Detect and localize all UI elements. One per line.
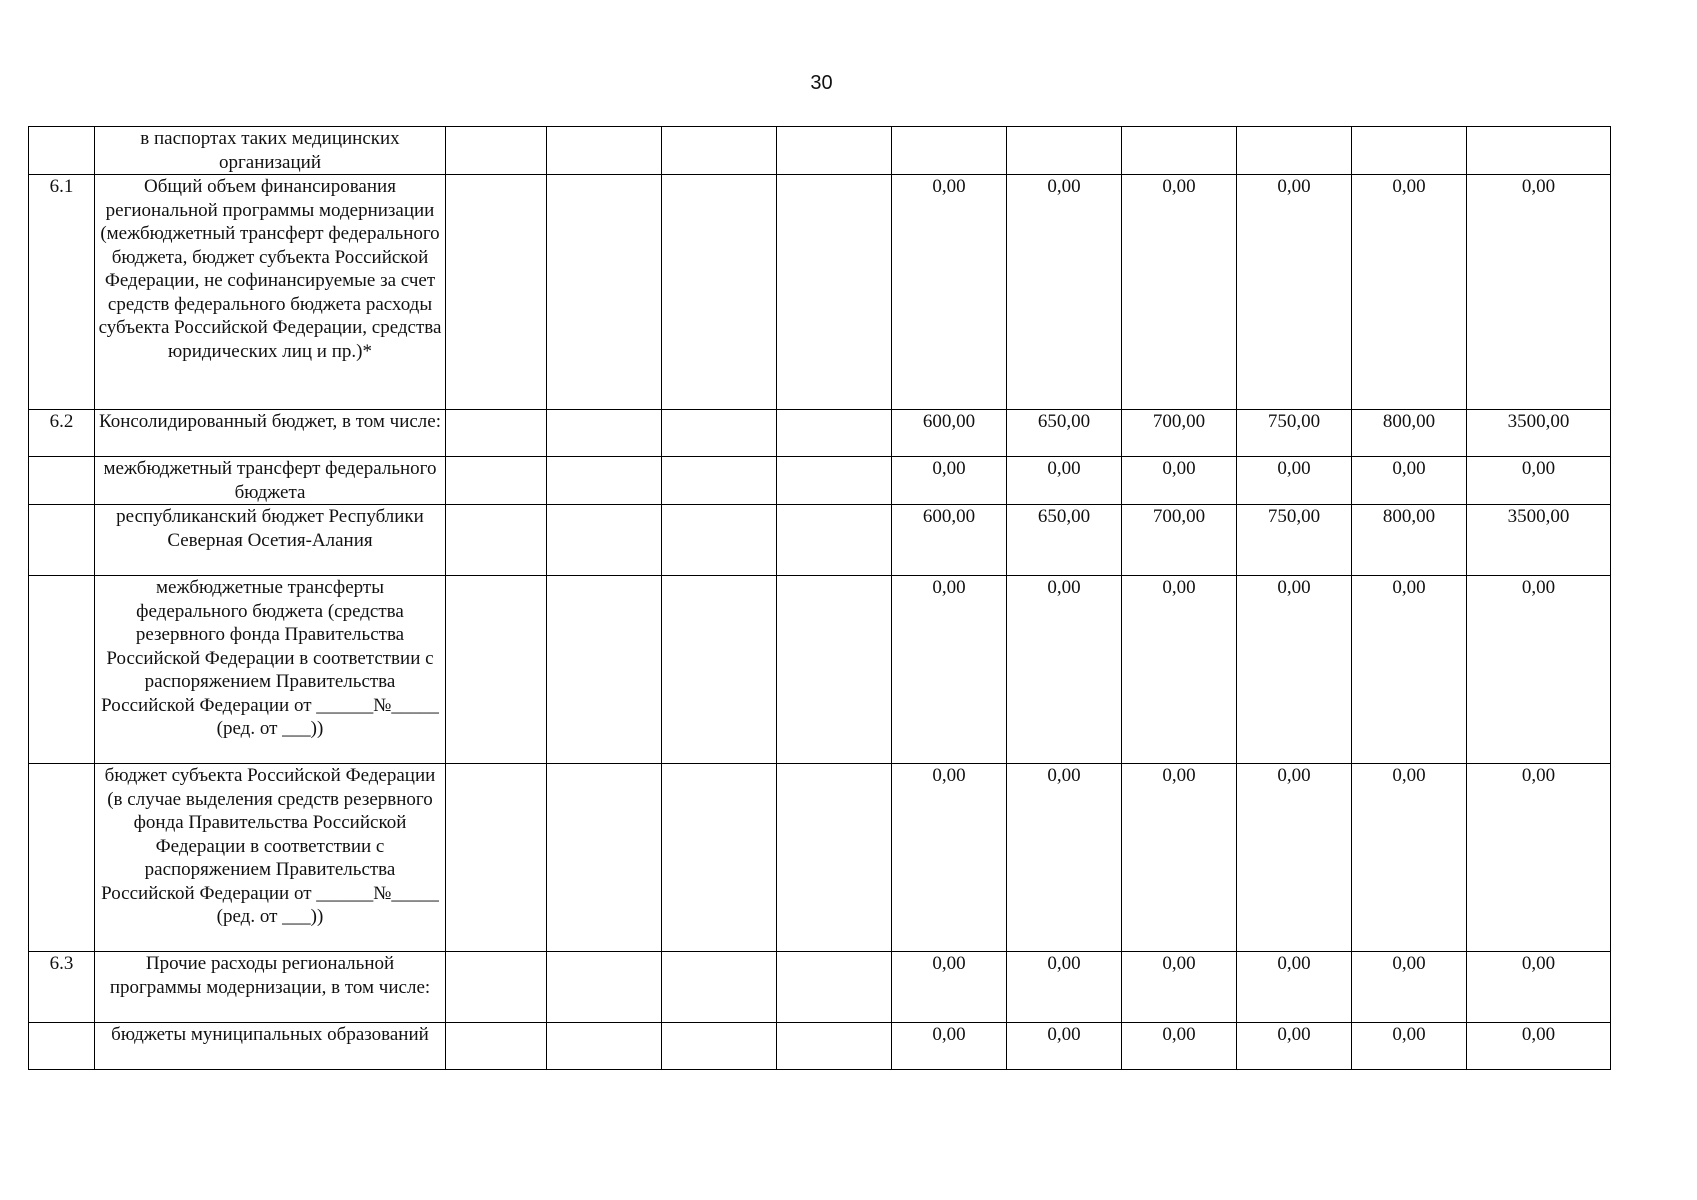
empty-cell	[547, 410, 662, 457]
empty-cell	[446, 952, 547, 1023]
row-description: Общий объем финансирования региональной программы модернизации (межбюджетный трансферт федерального бюджета, бюджет субъекта Российской Федерации, не софинансируемые за счет средств федерального бюджета расходы субъекта Российской Федерации, средства юридических лиц и пр.)*	[95, 175, 446, 410]
empty-cell	[446, 175, 547, 410]
table-row	[29, 410, 1611, 457]
value-cell: 0,00	[1467, 175, 1611, 410]
row-number	[29, 127, 95, 175]
row-description: бюджеты муниципальных образований	[95, 1023, 446, 1070]
value-cell: 0,00	[1467, 764, 1611, 952]
value-cell: 0,00	[1007, 1023, 1122, 1070]
row-description: республиканский бюджет Республики Северная Осетия-Алания	[95, 505, 446, 576]
empty-cell	[446, 410, 547, 457]
empty-cell	[547, 576, 662, 764]
empty-cell	[662, 410, 777, 457]
value-cell: 0,00	[1122, 175, 1237, 410]
value-cell: 650,00	[1007, 410, 1122, 457]
empty-cell	[777, 410, 892, 457]
value-cell: 3500,00	[1467, 505, 1611, 576]
table-row	[29, 127, 1611, 175]
value-cell: 0,00	[1352, 175, 1467, 410]
value-cell: 0,00	[1007, 576, 1122, 764]
value-cell: 750,00	[1237, 505, 1352, 576]
empty-cell	[547, 505, 662, 576]
row-number: 6.1	[29, 175, 95, 410]
value-cell: 0,00	[1007, 764, 1122, 952]
value-cell	[1007, 127, 1122, 175]
value-cell: 0,00	[1237, 1023, 1352, 1070]
empty-cell	[777, 457, 892, 505]
value-cell: 0,00	[1352, 1023, 1467, 1070]
empty-cell	[662, 576, 777, 764]
row-description: в паспортах таких медицинских организаций	[95, 127, 446, 175]
empty-cell	[547, 127, 662, 175]
table-row	[29, 764, 1611, 952]
value-cell: 0,00	[892, 952, 1007, 1023]
empty-cell	[662, 127, 777, 175]
empty-cell	[662, 952, 777, 1023]
row-description: межбюджетные трансферты федерального бюджета (средства резервного фонда Правительства Российской Федерации в соответствии с распоряжением Правительства Российской Федерации от ______№_____ (ред. от ___))	[95, 576, 446, 764]
row-number	[29, 505, 95, 576]
value-cell: 0,00	[1237, 764, 1352, 952]
empty-cell	[446, 576, 547, 764]
value-cell: 650,00	[1007, 505, 1122, 576]
empty-cell	[777, 175, 892, 410]
value-cell: 0,00	[1122, 576, 1237, 764]
empty-cell	[547, 457, 662, 505]
value-cell: 0,00	[1122, 457, 1237, 505]
value-cell: 0,00	[892, 457, 1007, 505]
page-number: 30	[810, 72, 833, 94]
row-description: Прочие расходы региональной программы модернизации, в том числе:	[95, 952, 446, 1023]
value-cell: 800,00	[1352, 505, 1467, 576]
table-row	[29, 952, 1611, 1023]
value-cell: 0,00	[1352, 576, 1467, 764]
empty-cell	[547, 175, 662, 410]
value-cell: 600,00	[892, 410, 1007, 457]
empty-cell	[777, 952, 892, 1023]
value-cell: 0,00	[892, 576, 1007, 764]
empty-cell	[446, 457, 547, 505]
value-cell: 0,00	[1467, 457, 1611, 505]
value-cell	[1122, 127, 1237, 175]
table-row	[29, 175, 1611, 410]
table-row	[29, 576, 1611, 764]
row-number: 6.2	[29, 410, 95, 457]
row-number: 6.3	[29, 952, 95, 1023]
value-cell: 0,00	[892, 1023, 1007, 1070]
empty-cell	[547, 764, 662, 952]
value-cell: 0,00	[1122, 952, 1237, 1023]
empty-cell	[662, 457, 777, 505]
empty-cell	[777, 1023, 892, 1070]
value-cell: 0,00	[1352, 457, 1467, 505]
empty-cell	[446, 505, 547, 576]
value-cell: 800,00	[1352, 410, 1467, 457]
table-row	[29, 1023, 1611, 1070]
empty-cell	[446, 127, 547, 175]
value-cell: 0,00	[1237, 576, 1352, 764]
empty-cell	[777, 127, 892, 175]
value-cell: 750,00	[1237, 410, 1352, 457]
value-cell: 0,00	[1122, 1023, 1237, 1070]
value-cell: 3500,00	[1467, 410, 1611, 457]
value-cell	[892, 127, 1007, 175]
value-cell: 0,00	[1237, 175, 1352, 410]
value-cell: 0,00	[1467, 576, 1611, 764]
row-number	[29, 1023, 95, 1070]
value-cell: 0,00	[1007, 175, 1122, 410]
empty-cell	[662, 505, 777, 576]
value-cell: 0,00	[892, 764, 1007, 952]
value-cell: 0,00	[1007, 457, 1122, 505]
value-cell	[1352, 127, 1467, 175]
value-cell: 0,00	[1237, 952, 1352, 1023]
value-cell: 600,00	[892, 505, 1007, 576]
value-cell: 0,00	[1237, 457, 1352, 505]
row-description: Консолидированный бюджет, в том числе:	[95, 410, 446, 457]
value-cell: 700,00	[1122, 410, 1237, 457]
value-cell: 0,00	[1467, 952, 1611, 1023]
value-cell	[1467, 127, 1611, 175]
empty-cell	[547, 952, 662, 1023]
budget-table	[28, 126, 1611, 1070]
empty-cell	[777, 764, 892, 952]
row-number	[29, 576, 95, 764]
empty-cell	[547, 1023, 662, 1070]
row-description: межбюджетный трансферт федерального бюджета	[95, 457, 446, 505]
empty-cell	[662, 1023, 777, 1070]
value-cell: 0,00	[1352, 764, 1467, 952]
empty-cell	[777, 576, 892, 764]
table-row	[29, 457, 1611, 505]
row-number	[29, 457, 95, 505]
table-row	[29, 505, 1611, 576]
value-cell: 0,00	[892, 175, 1007, 410]
empty-cell	[446, 764, 547, 952]
empty-cell	[662, 764, 777, 952]
row-number	[29, 764, 95, 952]
row-description: бюджет субъекта Российской Федерации (в случае выделения средств резервного фонда Правительства Российской Федерации в соответствии с распоряжением Правительства Российской Федерации от ______№_____ (ред. от ___))	[95, 764, 446, 952]
value-cell: 0,00	[1467, 1023, 1611, 1070]
value-cell: 700,00	[1122, 505, 1237, 576]
empty-cell	[662, 175, 777, 410]
value-cell: 0,00	[1007, 952, 1122, 1023]
value-cell: 0,00	[1122, 764, 1237, 952]
value-cell	[1237, 127, 1352, 175]
value-cell: 0,00	[1352, 952, 1467, 1023]
empty-cell	[446, 1023, 547, 1070]
empty-cell	[777, 505, 892, 576]
